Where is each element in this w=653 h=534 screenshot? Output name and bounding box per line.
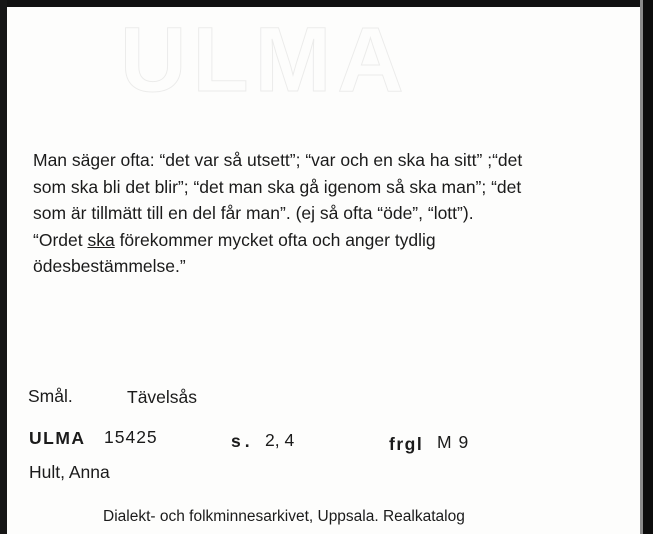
underlined-word: ska	[87, 229, 115, 250]
page-label: s.	[231, 431, 254, 451]
body-line-1: Man säger ofta: “det var så utsett”; “var och en ska ha sitt” ;“det	[33, 150, 523, 170]
parish-label: Tävelsås	[127, 387, 198, 407]
quote-start: “Ordet	[33, 229, 88, 250]
quote-line-1	[33, 227, 623, 254]
informant-name: Hult, Anna	[29, 462, 110, 482]
questionnaire-label: frgl	[389, 434, 424, 454]
quote-line-2: ödesbestämmelse.”	[33, 256, 186, 276]
region-label: Smål.	[28, 386, 73, 406]
archive-number: 15425	[104, 427, 158, 447]
page-value: 2, 4	[265, 430, 295, 450]
scan-edge-left	[0, 0, 7, 534]
questionnaire-value: M 9	[437, 432, 470, 452]
body-line-3: som är tillmätt till en del får man”. (ej så ofta “öde”, “lott”).	[33, 203, 474, 223]
body-line-2: som ska bli det blir”; “det man ska gå igenom så ska man”; “det	[33, 176, 522, 197]
card-body-text	[33, 147, 623, 280]
footer-text: Dialekt- och folkminnesarkivet, Uppsala. Realkatalog	[103, 508, 465, 525]
archive-label: ULMA	[29, 428, 86, 448]
scan-edge-top	[0, 0, 653, 7]
scan-edge-right	[643, 0, 653, 534]
bleed-through-lettering: ULMA	[120, 9, 410, 111]
quote-rest: förekommer mycket ofta och anger tydlig	[114, 229, 436, 250]
